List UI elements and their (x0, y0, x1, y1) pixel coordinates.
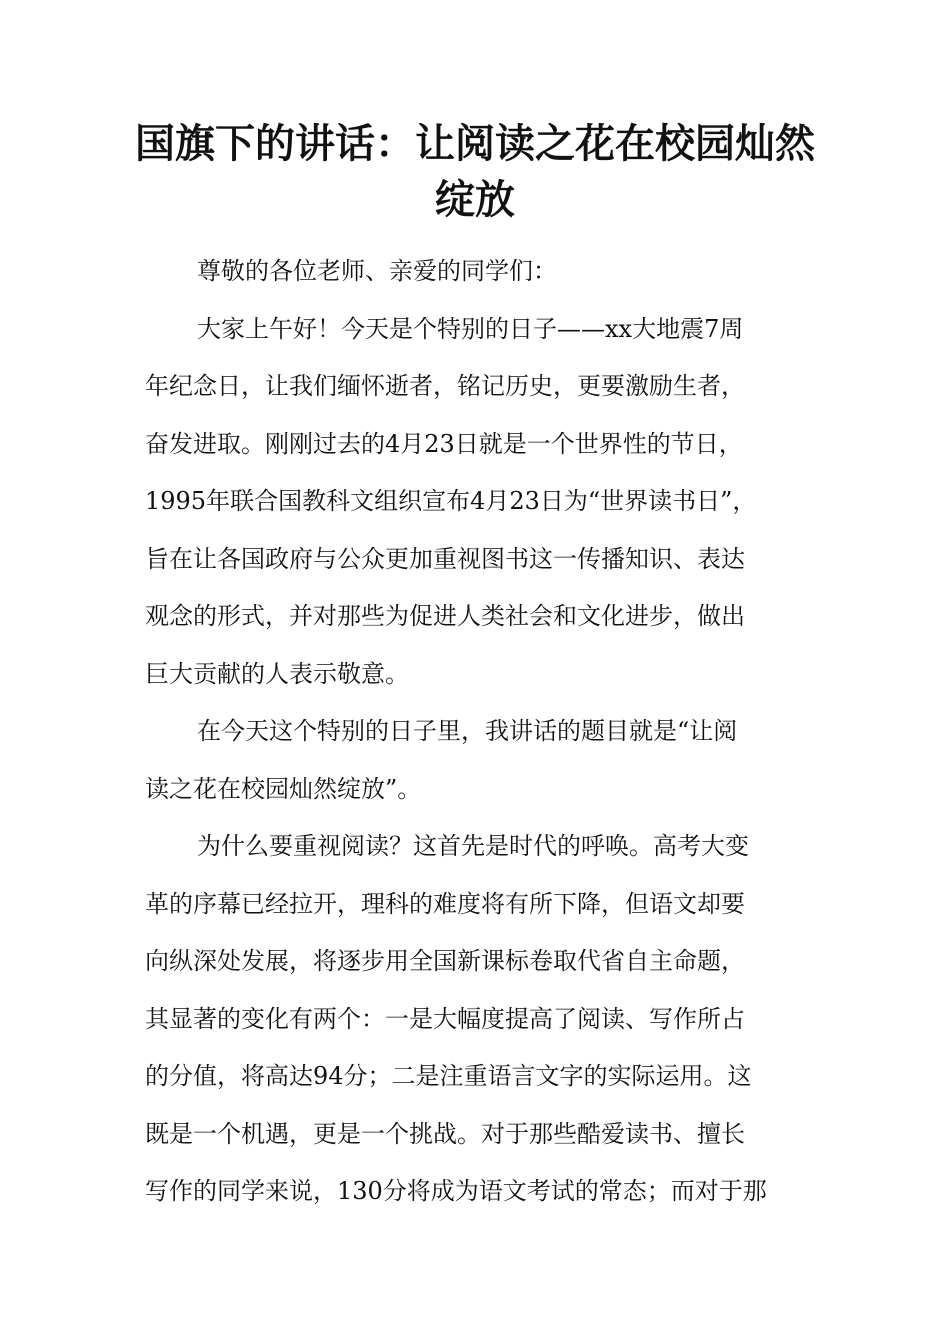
paragraph-3-line-1: 为什么要重视阅读？这首先是时代的呼唤。高考大变 (197, 832, 749, 860)
paragraph-1-line-1: 大家上午好！今天是个特别的日子——xx大地震7周 (197, 314, 744, 343)
paragraph-1-line-3: 奋发进取。刚刚过去的4月23日就是一个世界性的节日， (145, 429, 743, 458)
paragraph-3-line-6: 既是一个机遇，更是一个挑战。对于那些酷爱读书、擅长 (145, 1119, 745, 1148)
paragraph-2-line-2: 读之花在校园灿然绽放”。 (145, 774, 422, 803)
paragraph-1-line-2: 年纪念日，让我们缅怀逝者，铭记历史，更要激励生者， (145, 372, 745, 400)
paragraph-3-line-5: 的分值，将高达94分；二是注重语言文字的实际运用。这 (145, 1062, 752, 1090)
document-body (145, 243, 815, 1221)
paragraph-1-line-4: 1995年联合国教科文组织宣布4月23日为“世界读书日”， (145, 487, 757, 515)
paragraph-1-line-5: 旨在让各国政府与公众更加重视图书这一传播知识、表达 (145, 544, 745, 573)
paragraph-3-line-7: 写作的同学来说，130分将成为语文考试的常态；而对于那 (145, 1177, 767, 1205)
paragraph-3-line-2: 革的序幕已经拉开，理科的难度将有所下降，但语文却要 (145, 889, 745, 918)
document-title-line-2: 绽放 (435, 176, 515, 223)
paragraph-1-line-7: 巨大贡献的人表示敬意。 (145, 659, 409, 688)
document-title-line-1: 国旗下的讲话：让阅读之花在校园灿然 (135, 120, 815, 167)
paragraph-2-line-1: 在今天这个特别的日子里，我讲话的题目就是“让阅 (197, 717, 738, 745)
paragraph-3-line-4: 其显著的变化有两个：一是大幅度提高了阅读、写作所占 (145, 1004, 745, 1033)
salutation: 尊敬的各位老师、亲爱的同学们： (197, 257, 557, 285)
paragraph-1-line-6: 观念的形式，并对那些为促进人类社会和文化进步，做出 (145, 602, 745, 630)
paragraph-3-line-3: 向纵深处发展，将逐步用全国新课标卷取代省自主命题， (145, 947, 745, 975)
